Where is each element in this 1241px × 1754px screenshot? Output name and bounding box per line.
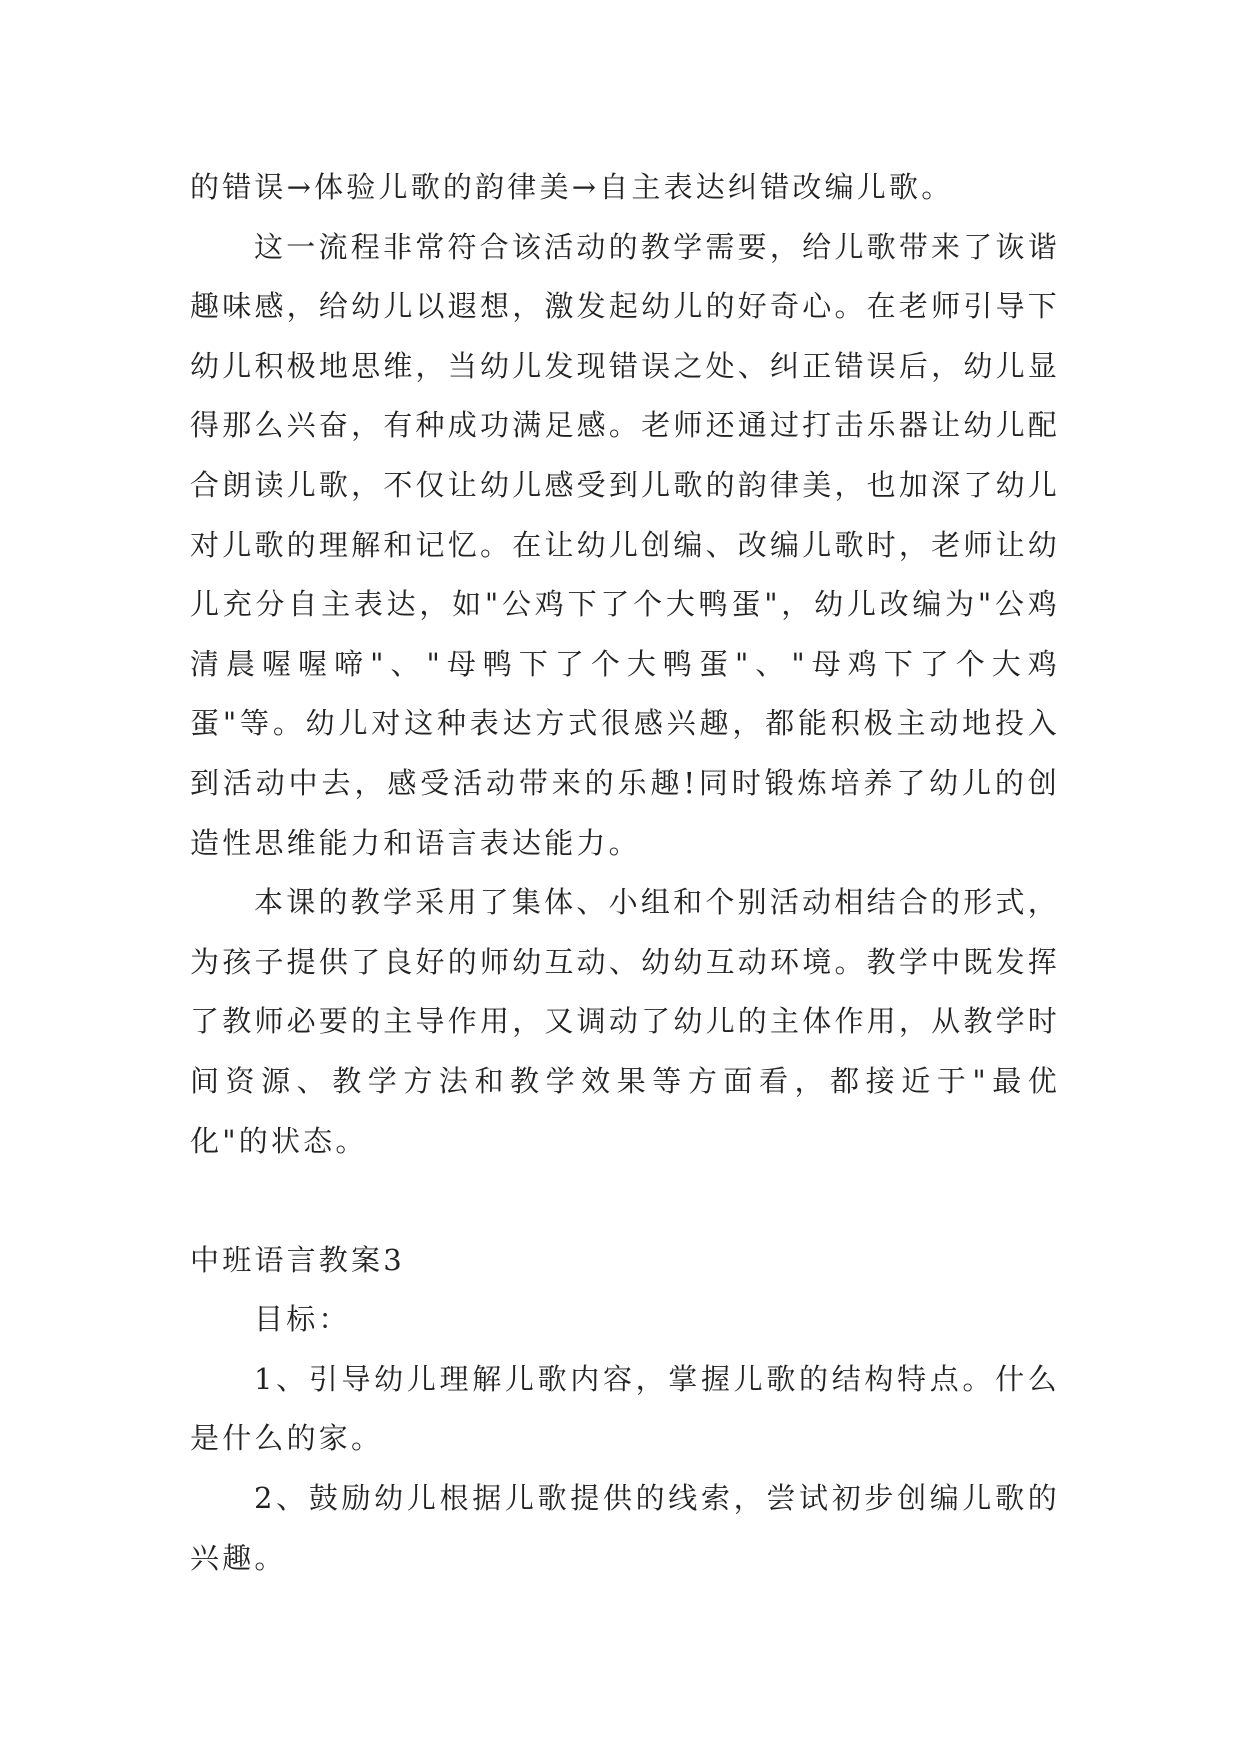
- paragraph-teaching-form: 本课的教学采用了集体、小组和个别活动相结合的形式，为孩子提供了良好的师幼互动、幼幼互动环境。教学中既发挥了教师必要的主导作用，又调动了幼儿的主体作用，从教学时间资源、教学方法和教学效果等方面看，都接近于"最优化"的状态。: [190, 885, 1060, 1158]
- goals-label: 目标：: [254, 1302, 351, 1337]
- section-title: 中班语言教案3: [190, 1242, 405, 1277]
- document-body: [190, 158, 1060, 1588]
- goal-item-2: 2、鼓励幼儿根据儿歌提供的线索，尝试初步创编儿歌的兴趣。: [190, 1481, 1060, 1575]
- paragraph-evaluation: 这一流程非常符合该活动的教学需要，给儿歌带来了诙谐趣味感，给幼儿以遐想，激发起幼儿的好奇心。在老师引导下幼儿积极地思维，当幼儿发现错误之处、纠正错误后，幼儿显得那么兴奋，有种成功满足感。老师还通过打击乐器让幼儿配合朗读儿歌，不仅让幼儿感受到儿歌的韵律美，也加深了幼儿对儿歌的理解和记忆。在让幼儿创编、改编儿歌时，老师让幼儿充分自主表达，如"公鸡下了个大鸭蛋"，幼儿改编为"公鸡清晨喔喔啼"、"母鸭下了个大鸭蛋"、"母鸡下了个大鸡蛋"等。幼儿对这种表达方式很感兴趣，都能积极主动地投入到活动中去，感受活动带来的乐趣!同时锻炼培养了幼儿的创造性思维能力和语言表达能力。: [190, 229, 1060, 860]
- goal-item-1: 1、引导幼儿理解儿歌内容，掌握儿歌的结构特点。什么是什么的家。: [190, 1361, 1060, 1456]
- paragraph-flow-summary: 的错误→体验儿歌的韵律美→自主表达纠错改编儿歌。: [190, 170, 954, 204]
